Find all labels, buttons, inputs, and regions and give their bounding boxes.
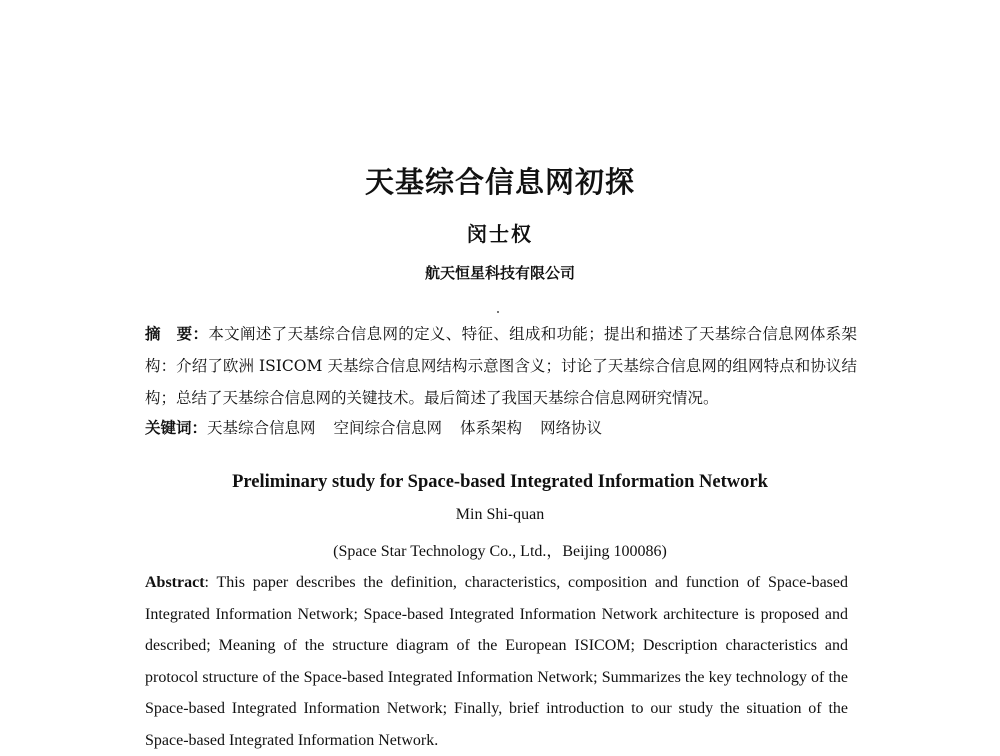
keyword: 网络协议 (540, 419, 603, 437)
english-abstract-label: Abstract (145, 574, 205, 591)
scan-artifact-dot (497, 311, 499, 313)
keyword: 空间综合信息网 (333, 419, 443, 437)
chinese-abstract-label: 摘 要： (145, 324, 209, 343)
chinese-keywords-label: 关键词： (145, 418, 208, 437)
chinese-keywords (145, 414, 857, 442)
keyword: 天基综合信息网 (207, 419, 316, 437)
chinese-abstract (145, 318, 857, 414)
chinese-author: 闵士权 (467, 222, 533, 246)
chinese-title: 天基综合信息网初探 (364, 165, 635, 199)
english-affiliation: (Space Star Technology Co., Ltd.，Beijing 100086) (333, 543, 667, 560)
keyword: 体系架构 (460, 419, 523, 437)
english-abstract (145, 567, 848, 756)
english-title: Preliminary study for Space-based Integrated Information Network (232, 472, 768, 492)
chinese-affiliation: 航天恒星科技有限公司 (424, 264, 575, 282)
english-abstract-text: : This paper describes the definition, characteristics, composition and function of Space-based Integrated Information Network; Space-based Integrated Information Network architecture is proposed and described; Meaning of the structure diagram of the European ISICOM; Description characteristics and protocol structure of the Space-based Integrated Information Network; Summarizes the key technology of the Space-based Integrated Information Network; Finally, brief introduction to our study the situation of the Space-based Integrated Information Network. (145, 574, 848, 749)
english-author: Min Shi-quan (455, 506, 545, 523)
chinese-abstract-text: 本文阐述了天基综合信息网的定义、特征、组成和功能；提出和描述了天基综合信息网体系架构：介绍了欧洲 ISICOM 天基综合信息网结构示意图含义；讨论了天基综合信息网的组网特点和协议结构；总结了天基综合信息网的关键技术。最后简述了我国天基综合信息网研究情况。 (145, 325, 857, 407)
